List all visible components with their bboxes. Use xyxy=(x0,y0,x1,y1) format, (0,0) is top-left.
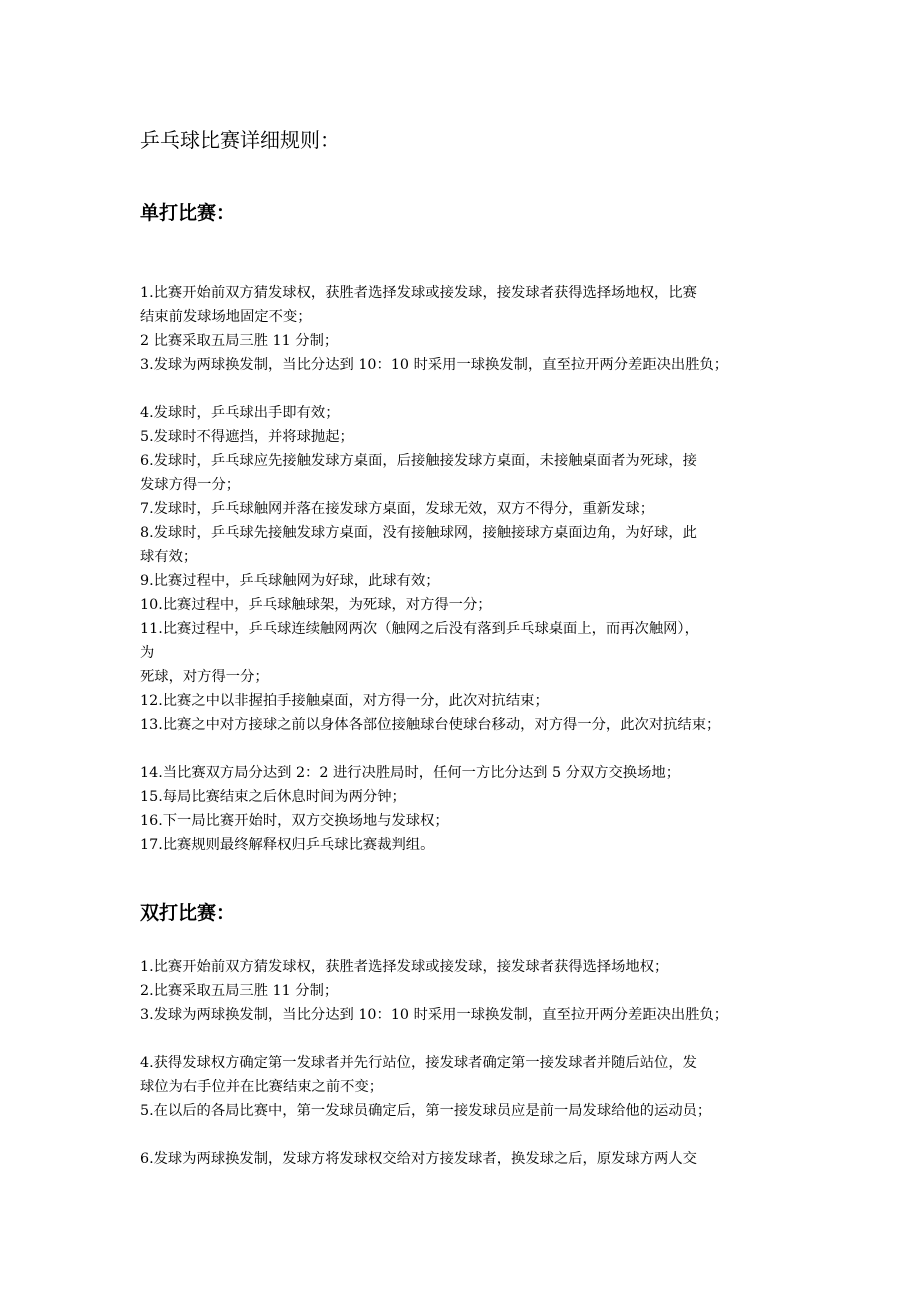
singles-line: 4.发球时，乒乓球出手即有效； xyxy=(140,405,340,421)
singles-line: 8.发球时，乒乓球先接触发球方桌面，没有接触球网，接触接球方桌面边角，为好球，此 xyxy=(140,525,697,541)
doubles-line: 6.发球为两球换发制，发球方将发球权交给对方接发球者，换发球之后，原发球方两人交 xyxy=(140,1151,697,1167)
singles-heading: 单打比赛： xyxy=(140,202,236,224)
singles-line: 6.发球时，乒乓球应先接触发球方桌面，后接触接发球方桌面，未接触桌面者为死球，接 xyxy=(140,453,697,469)
document-title: 乒乓球比赛详细规则： xyxy=(140,128,340,152)
singles-line: 为 xyxy=(140,645,155,661)
singles-line: 5.发球时不得遮挡，并将球抛起； xyxy=(140,429,354,445)
singles-line: 2 比赛采取五局三胜 11 分制； xyxy=(140,333,339,349)
singles-line: 11.比赛过程中，乒乓球连续触网两次（触网之后没有落到乒乓球桌面上，而再次触网）， xyxy=(140,621,699,637)
doubles-line: 球位为右手位并在比赛结束之前不变； xyxy=(140,1079,384,1095)
singles-line: 14.当比赛双方局分达到 2：2 进行决胜局时，任何一方比分达到 5 分双方交换场地； xyxy=(140,765,680,781)
doubles-line: 1.比赛开始前双方猜发球权，获胜者选择发球或接发球，接发球者获得选择场地权； xyxy=(140,959,669,975)
singles-line: 1.比赛开始前双方猜发球权，获胜者选择发球或接发球，接发球者获得选择场地权，比赛 xyxy=(140,285,697,301)
singles-line: 16.下一局比赛开始时，双方交换场地与发球权； xyxy=(140,813,449,829)
singles-line: 3.发球为两球换发制，当比分达到 10：10 时采用一球换发制，直至拉开两分差距决出胜负； xyxy=(140,357,729,373)
doubles-heading: 双打比赛： xyxy=(140,902,236,924)
singles-line: 球有效； xyxy=(140,549,198,565)
doubles-line: 5.在以后的各局比赛中，第一发球员确定后，第一接发球员应是前一局发球给他的运动员； xyxy=(140,1103,712,1119)
singles-line: 7.发球时，乒乓球触网并落在接发球方桌面，发球无效，双方不得分，重新发球； xyxy=(140,501,655,517)
singles-line: 死球，对方得一分； xyxy=(140,669,269,685)
singles-line: 12.比赛之中以非握拍手接触桌面，对方得一分，此次对抗结束； xyxy=(140,693,549,709)
doubles-line: 4.获得发球权方确定第一发球者并先行站位，接发球者确定第一接发球者并随后站位，发 xyxy=(140,1055,697,1071)
singles-line: 结束前发球场地固定不变； xyxy=(140,309,312,325)
singles-line: 发球方得一分； xyxy=(140,477,241,493)
singles-line: 9.比赛过程中，乒乓球触网为好球，此球有效； xyxy=(140,573,440,589)
doubles-line: 2.比赛采取五局三胜 11 分制； xyxy=(140,983,339,999)
singles-line: 10.比赛过程中，乒乓球触球架，为死球，对方得一分； xyxy=(140,597,492,613)
doubles-line: 3.发球为两球换发制，当比分达到 10：10 时采用一球换发制，直至拉开两分差距决出胜负； xyxy=(140,1007,729,1023)
singles-line: 17.比赛规则最终解释权归乒乓球比赛裁判组。 xyxy=(140,837,435,853)
singles-line: 13.比赛之中对方接球之前以身体各部位接触球台使球台移动，对方得一分，此次对抗结束； xyxy=(140,717,721,733)
singles-line: 15.每局比赛结束之后休息时间为两分钟； xyxy=(140,789,406,805)
